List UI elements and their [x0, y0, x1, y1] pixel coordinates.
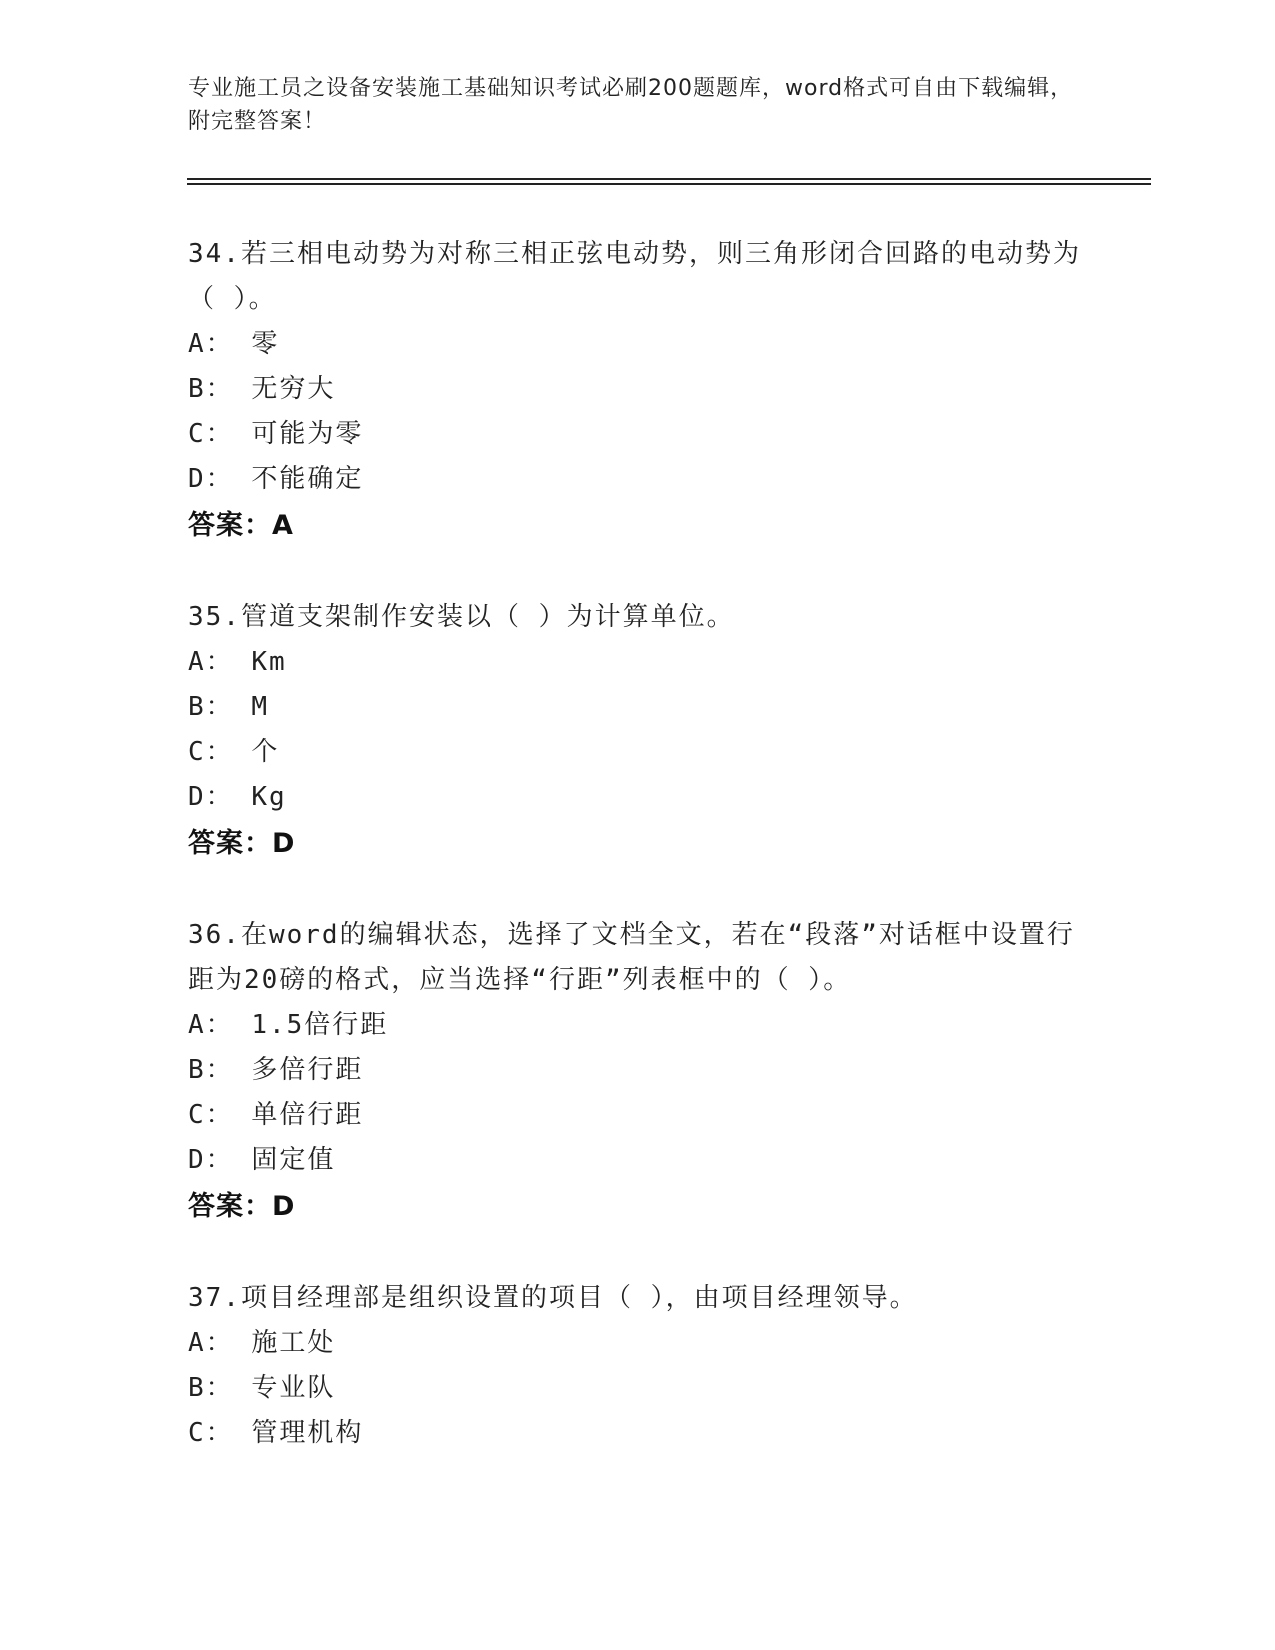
header-rule-top	[187, 178, 1151, 180]
option-a: A： 零	[188, 329, 280, 359]
question-stem: 36.在word的编辑状态，选择了文档全文，若在“段落”对话框中设置行距为20磅的格式，应当选择“行距”列表框中的（ ）。	[188, 920, 1075, 995]
question-35	[188, 595, 1088, 867]
option-b: B： 无穷大	[188, 374, 336, 404]
option-c: C： 管理机构	[188, 1418, 364, 1448]
answer-line: 答案：D	[188, 1191, 296, 1222]
option-letter: B	[188, 374, 206, 404]
option-a: A： 施工处	[188, 1328, 336, 1358]
option-letter: C	[188, 1100, 206, 1130]
option-text: 1.5倍行距	[251, 1010, 389, 1040]
option-c: C： 可能为零	[188, 419, 364, 449]
option-text: 固定值	[251, 1145, 336, 1175]
option-text: Km	[251, 647, 287, 677]
answer-line: 答案：A	[188, 510, 294, 541]
option-letter: B	[188, 692, 206, 722]
question-stem: 37.项目经理部是组织设置的项目（ ），由项目经理领导。	[188, 1283, 918, 1313]
option-letter: B	[188, 1055, 206, 1085]
question-36	[188, 913, 1088, 1230]
option-letter: D	[188, 782, 206, 812]
option-letter: A	[188, 1328, 206, 1358]
option-d: D： 固定值	[188, 1145, 336, 1175]
document-header-title: 专业施工员之设备安装施工基础知识考试必刷200题题库，word格式可自由下载编辑，附完整答案！	[188, 76, 1074, 134]
option-b: B： 专业队	[188, 1373, 336, 1403]
question-37	[188, 1276, 1088, 1456]
option-d: D： Kg	[188, 782, 287, 812]
option-letter: A	[188, 329, 206, 359]
option-letter: D	[188, 1145, 206, 1175]
option-text: 单倍行距	[251, 1100, 364, 1130]
option-b: B： M	[188, 692, 269, 722]
option-text: 可能为零	[251, 419, 364, 449]
option-text: 专业队	[251, 1373, 336, 1403]
option-a: A： Km	[188, 647, 287, 677]
answer-line: 答案：D	[188, 828, 296, 859]
header-rule-bottom	[187, 183, 1151, 185]
option-text: M	[251, 692, 269, 722]
question-list	[188, 232, 1088, 1502]
option-letter: A	[188, 647, 206, 677]
question-stem: 35.管道支架制作安装以（ ）为计算单位。	[188, 602, 735, 632]
option-c: C： 个	[188, 737, 280, 767]
option-letter: C	[188, 419, 206, 449]
question-stem: 34.若三相电动势为对称三相正弦电动势，则三角形闭合回路的电动势为（ ）。	[188, 239, 1081, 314]
option-letter: C	[188, 1418, 206, 1448]
option-letter: A	[188, 1010, 206, 1040]
option-text: 零	[251, 329, 280, 359]
option-text: 管理机构	[251, 1418, 364, 1448]
option-letter: D	[188, 464, 206, 494]
option-a: A： 1.5倍行距	[188, 1010, 389, 1040]
option-letter: C	[188, 737, 206, 767]
option-text: 无穷大	[251, 374, 336, 404]
option-text: 多倍行距	[251, 1055, 364, 1085]
option-letter: B	[188, 1373, 206, 1403]
question-34	[188, 232, 1088, 549]
option-d: D： 不能确定	[188, 464, 364, 494]
option-text: 个	[251, 737, 280, 767]
option-text: 不能确定	[251, 464, 364, 494]
option-b: B： 多倍行距	[188, 1055, 364, 1085]
option-c: C： 单倍行距	[188, 1100, 364, 1130]
option-text: Kg	[251, 782, 287, 812]
option-text: 施工处	[251, 1328, 336, 1358]
